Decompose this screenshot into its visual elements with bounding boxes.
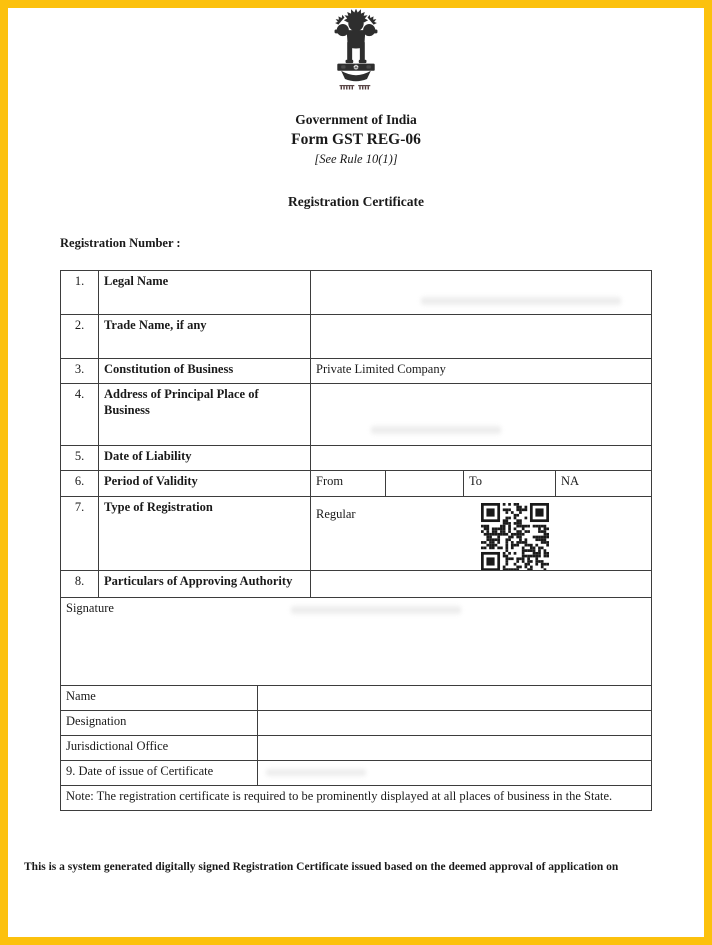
row-value (311, 315, 652, 359)
field-row (61, 761, 652, 786)
row-number: 1. (61, 271, 99, 315)
rule-reference: [See Rule 10(1)] (314, 152, 398, 166)
qr-code (481, 503, 549, 571)
row-label: Trade Name, if any (99, 315, 311, 359)
validity-to-label: To (464, 471, 556, 497)
field-value (258, 686, 652, 711)
signature-cell (61, 598, 652, 686)
government-title: Government of India (295, 112, 417, 127)
note-text: Note: The registration certificate is required to be prominently displayed at all places of business in the State. (61, 786, 652, 811)
constitution-value: Private Limited Company (311, 359, 652, 384)
row-label: Date of Liability (99, 446, 311, 471)
row-number: 6. (61, 471, 99, 497)
signature-table (60, 597, 652, 811)
field-label: Name (61, 686, 258, 711)
certificate-table (60, 270, 651, 811)
row-number: 7. (61, 497, 99, 571)
form-title: Form GST REG-06 (291, 131, 421, 148)
signature-label: Signature (66, 601, 114, 615)
emblem-motto (340, 85, 371, 89)
redaction-smudge (266, 769, 366, 776)
certificate-title: Registration Certificate (287, 194, 425, 209)
registration-number-label: Registration Number : (60, 236, 181, 250)
row-number: 3. (61, 359, 99, 384)
field-value (258, 711, 652, 736)
field-row (61, 736, 652, 761)
row-label: Address of Principal Place of Business (99, 384, 311, 446)
registration-type-cell (311, 497, 652, 571)
signature-row (61, 598, 652, 686)
row-value (311, 571, 652, 598)
table-row-period-of-validity (61, 471, 652, 497)
field-value (258, 761, 652, 786)
redaction-smudge (421, 297, 621, 305)
table-row (61, 271, 652, 315)
row-label: Type of Registration (99, 497, 311, 571)
table-row (61, 359, 652, 384)
row-label: Constitution of Business (99, 359, 311, 384)
emblem-container (8, 9, 704, 98)
field-row (61, 711, 652, 736)
table-row (61, 446, 652, 471)
field-value (258, 736, 652, 761)
table-row (61, 384, 652, 446)
table-row (61, 315, 652, 359)
row-number: 5. (61, 446, 99, 471)
row-value (311, 271, 652, 315)
row-value (311, 384, 652, 446)
field-row (61, 686, 652, 711)
row-value (311, 446, 652, 471)
registration-type-value: Regular (316, 507, 356, 521)
row-label: Particulars of Approving Authority (99, 571, 311, 598)
field-label: 9. Date of issue of Certificate (61, 761, 258, 786)
row-number: 8. (61, 571, 99, 598)
validity-to-value: NA (556, 471, 652, 497)
field-label: Jurisdictional Office (61, 736, 258, 761)
row-number: 2. (61, 315, 99, 359)
table-row-type-of-registration (61, 497, 652, 571)
redaction-smudge (371, 426, 501, 434)
row-number: 4. (61, 384, 99, 446)
validity-from-label: From (311, 471, 386, 497)
row-label: Legal Name (99, 271, 311, 315)
table-row (61, 571, 652, 598)
details-table (60, 270, 652, 598)
row-label: Period of Validity (99, 471, 311, 497)
india-national-emblem-icon (323, 9, 389, 93)
field-label: Designation (61, 711, 258, 736)
redaction-smudge (291, 606, 461, 614)
validity-from-value (386, 471, 464, 497)
system-generated-note: This is a system generated digitally signed Registration Certificate issued based on the deemed approval of application on (24, 861, 619, 873)
note-row (61, 786, 652, 811)
